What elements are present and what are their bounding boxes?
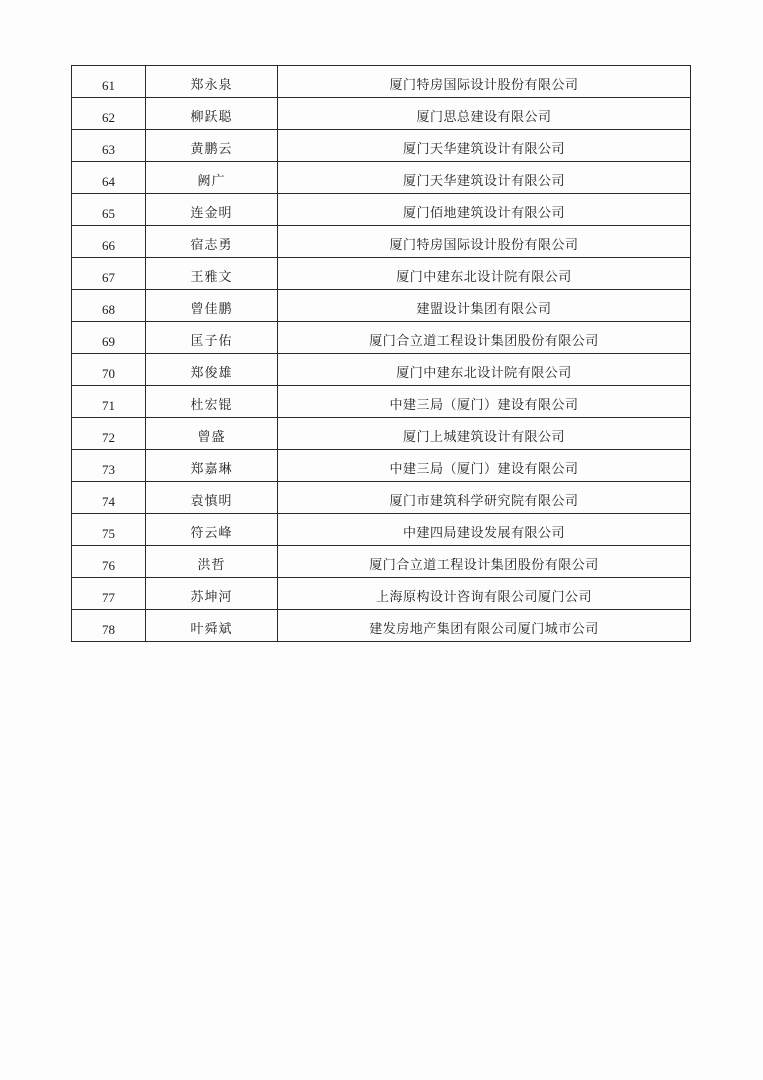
organization-name: 中建三局（厦门）建设有限公司 [278, 450, 691, 482]
table-row [72, 290, 691, 322]
table-row [72, 162, 691, 194]
table-row [72, 578, 691, 610]
table-row [72, 610, 691, 642]
organization-name: 上海原构设计咨询有限公司厦门公司 [278, 578, 691, 610]
table-row [72, 66, 691, 98]
person-name: 宿志勇 [146, 226, 278, 258]
organization-name: 厦门市建筑科学研究院有限公司 [278, 482, 691, 514]
row-number: 62 [72, 98, 146, 130]
roster-table-body [72, 66, 691, 642]
person-name: 苏坤河 [146, 578, 278, 610]
organization-name: 厦门特房国际设计股份有限公司 [278, 66, 691, 98]
organization-name: 厦门上城建筑设计有限公司 [278, 418, 691, 450]
table-row [72, 450, 691, 482]
table-row [72, 98, 691, 130]
row-number: 63 [72, 130, 146, 162]
organization-name: 中建三局（厦门）建设有限公司 [278, 386, 691, 418]
person-name: 阙广 [146, 162, 278, 194]
table-row [72, 194, 691, 226]
person-name: 连金明 [146, 194, 278, 226]
table-row [72, 482, 691, 514]
row-number: 75 [72, 514, 146, 546]
person-name: 王雅文 [146, 258, 278, 290]
row-number: 65 [72, 194, 146, 226]
row-number: 78 [72, 610, 146, 642]
person-name: 柳跃聪 [146, 98, 278, 130]
person-name: 杜宏锟 [146, 386, 278, 418]
table-row [72, 386, 691, 418]
organization-name: 厦门合立道工程设计集团股份有限公司 [278, 546, 691, 578]
row-number: 67 [72, 258, 146, 290]
organization-name: 中建四局建设发展有限公司 [278, 514, 691, 546]
organization-name: 厦门合立道工程设计集团股份有限公司 [278, 322, 691, 354]
table-row [72, 130, 691, 162]
organization-name: 厦门中建东北设计院有限公司 [278, 354, 691, 386]
table-row [72, 418, 691, 450]
row-number: 76 [72, 546, 146, 578]
organization-name: 厦门佰地建筑设计有限公司 [278, 194, 691, 226]
row-number: 77 [72, 578, 146, 610]
organization-name: 厦门思总建设有限公司 [278, 98, 691, 130]
organization-name: 厦门天华建筑设计有限公司 [278, 130, 691, 162]
organization-name: 厦门特房国际设计股份有限公司 [278, 226, 691, 258]
person-name: 匡子佑 [146, 322, 278, 354]
row-number: 74 [72, 482, 146, 514]
row-number: 69 [72, 322, 146, 354]
table-row [72, 322, 691, 354]
person-name: 叶舜斌 [146, 610, 278, 642]
row-number: 61 [72, 66, 146, 98]
organization-name: 厦门天华建筑设计有限公司 [278, 162, 691, 194]
row-number: 72 [72, 418, 146, 450]
person-name: 曾盛 [146, 418, 278, 450]
row-number: 66 [72, 226, 146, 258]
organization-name: 建盟设计集团有限公司 [278, 290, 691, 322]
row-number: 73 [72, 450, 146, 482]
person-name: 袁慎明 [146, 482, 278, 514]
row-number: 68 [72, 290, 146, 322]
person-name: 符云峰 [146, 514, 278, 546]
table-row [72, 354, 691, 386]
row-number: 70 [72, 354, 146, 386]
person-name: 郑嘉琳 [146, 450, 278, 482]
person-name: 郑永泉 [146, 66, 278, 98]
table-row [72, 258, 691, 290]
organization-name: 厦门中建东北设计院有限公司 [278, 258, 691, 290]
person-name: 郑俊雄 [146, 354, 278, 386]
row-number: 71 [72, 386, 146, 418]
person-name: 黄鹏云 [146, 130, 278, 162]
table-row [72, 514, 691, 546]
organization-name: 建发房地产集团有限公司厦门城市公司 [278, 610, 691, 642]
table-row [72, 226, 691, 258]
roster-table [71, 65, 691, 642]
row-number: 64 [72, 162, 146, 194]
person-name: 洪哲 [146, 546, 278, 578]
person-name: 曾佳鹏 [146, 290, 278, 322]
table-row [72, 546, 691, 578]
